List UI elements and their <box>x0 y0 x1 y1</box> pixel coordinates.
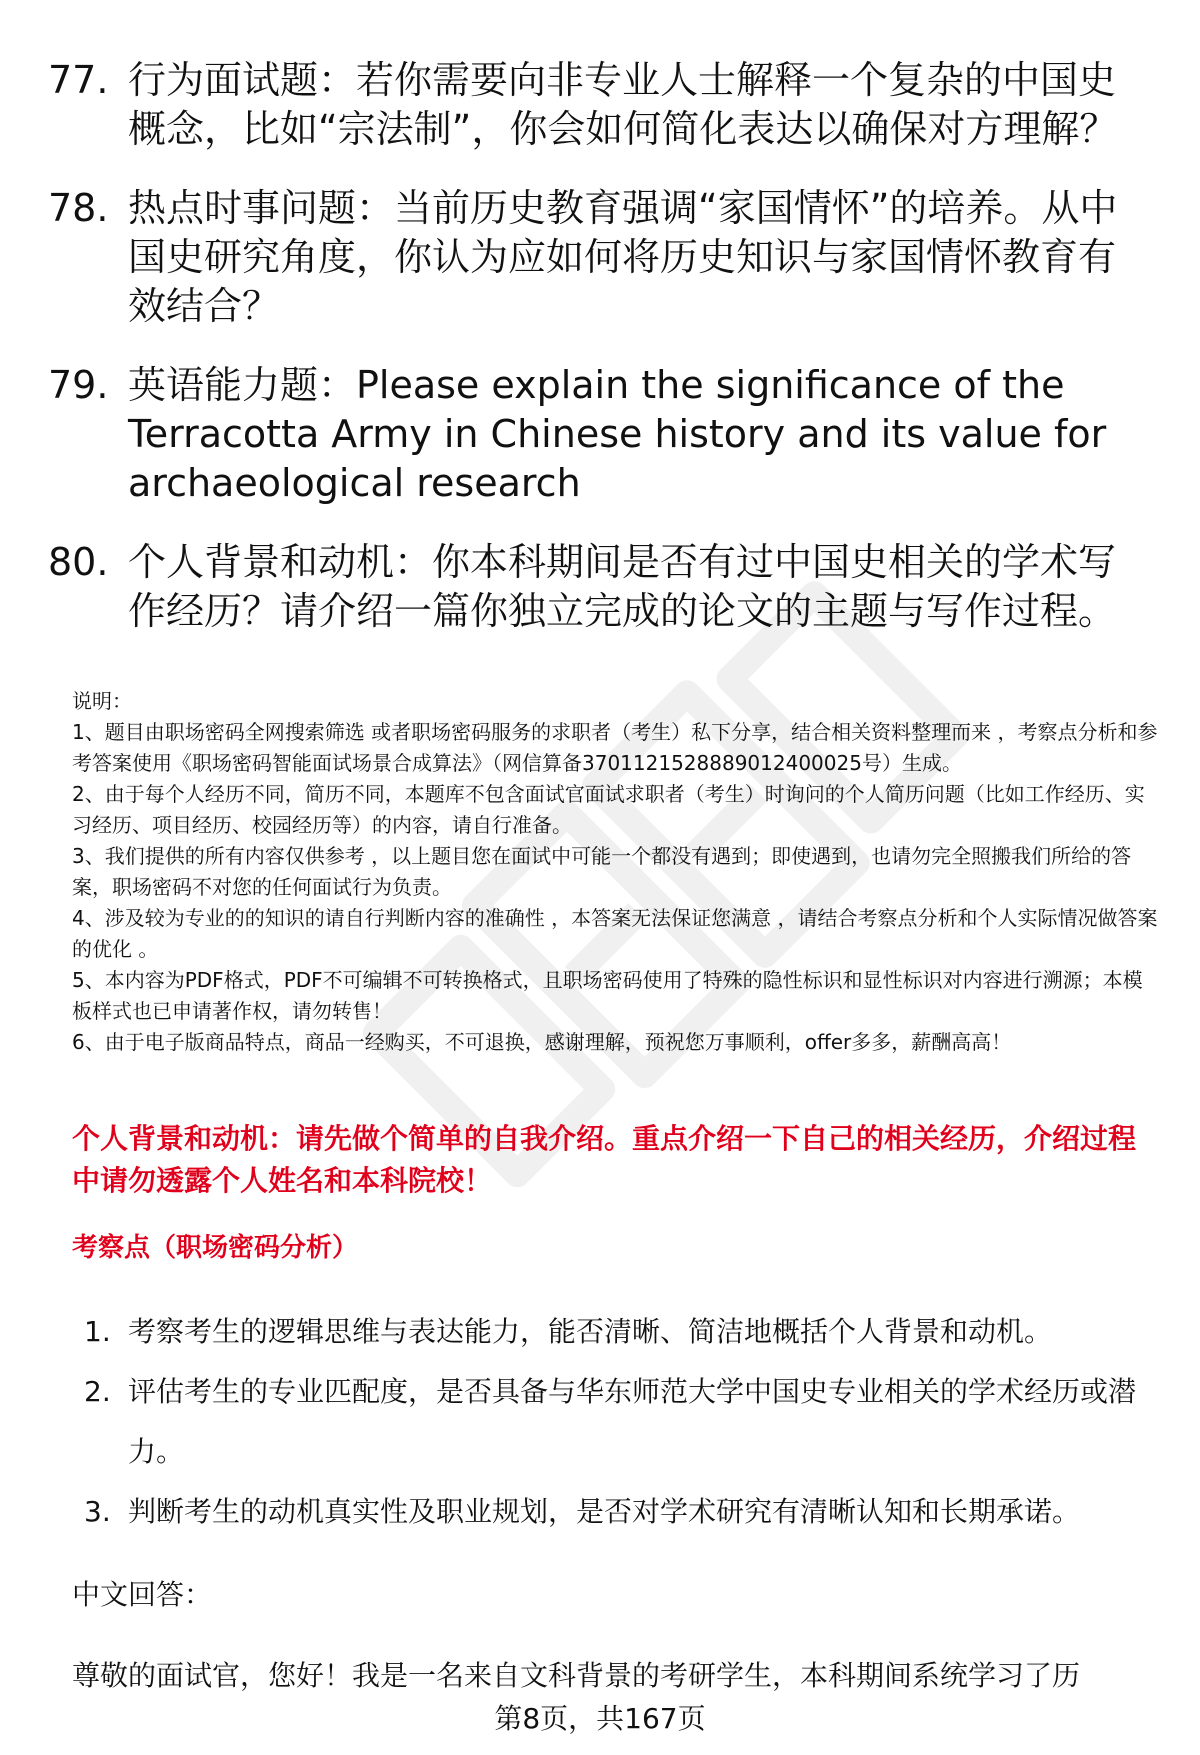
question-text: 英语能力题：Please explain the significance of the Terracotta Army in Chinese history and its value for archaeological research <box>128 363 1107 505</box>
point-text: 判断考生的动机真实性及职业规划，是否对学术研究有清晰认知和长期承诺。 <box>128 1495 1081 1528</box>
answer-label: 中文回答： <box>72 1578 213 1611</box>
point-number: 1. <box>84 1315 111 1348</box>
note-item: 6、由于电子版商品特点，商品一经购买，不可退换，感谢理解，预祝您万事顺利，offer多多，薪酬高高！ <box>72 1030 1012 1054</box>
page-number: 第8页，共167页 <box>494 1702 706 1735</box>
question-item <box>48 56 1158 154</box>
assessment-points <box>84 1302 1164 1542</box>
list-item <box>84 1482 1164 1542</box>
question-number: 77. <box>48 58 109 102</box>
question-item <box>48 184 1158 331</box>
section-subheading: 考察点（职场密码分析） <box>72 1233 359 1263</box>
list-item <box>84 1362 1164 1482</box>
question-text: 热点时事问题：当前历史教育强调“家国情怀”的培养。从中国史研究角度，你认为应如何将历史知识与家国情怀教育有效结合？ <box>128 186 1118 328</box>
question-text: 个人背景和动机：你本科期间是否有过中国史相关的学术写作经历？请介绍一篇你独立完成的论文的主题与写作过程。 <box>128 540 1117 633</box>
note-item: 1、题目由职场密码全网搜索筛选 或者职场密码服务的求职者（考生）私下分享，结合相关资料整理而来 ，考察点分析和参考答案使用《职场密码智能面试场景合成算法》（网信算备3701121528889012400025号）生成。 <box>72 720 1158 775</box>
notes-title: 说明： <box>72 689 132 713</box>
answer-text: 尊敬的面试官，您好！我是一名来自文科背景的考研学生，本科期间系统学习了历 <box>72 1659 1081 1692</box>
point-number: 2. <box>84 1375 111 1408</box>
point-text: 考察考生的逻辑思维与表达能力，能否清晰、简洁地概括个人背景和动机。 <box>128 1315 1053 1348</box>
point-number: 3. <box>84 1495 111 1528</box>
question-list <box>48 56 1158 666</box>
list-item <box>84 1302 1164 1362</box>
question-number: 78. <box>48 186 109 230</box>
question-item <box>48 538 1158 636</box>
note-item: 2、由于每个人经历不同，简历不同，本题库不包含面试官面试求职者（考生）时询问的个人简历问题（比如工作经历、实习经历、项目经历、校园经历等）的内容，请自行准备。 <box>72 782 1145 837</box>
note-item: 5、本内容为PDF格式，PDF不可编辑不可转换格式，且职场密码使用了特殊的隐性标识和显性标识对内容进行溯源；本模板样式也已申请著作权，请勿转售！ <box>72 968 1143 1023</box>
note-item: 3、我们提供的所有内容仅供参考 ，以上题目您在面试中可能一个都没有遇到；即使遇到，也请勿完全照搬我们所给的答案，职场密码不对您的任何面试行为负责。 <box>72 844 1132 899</box>
note-item: 4、涉及较为专业的的知识的请自行判断内容的准确性 ，本答案无法保证您满意 ，请结合考察点分析和个人实际情况做答案的优化 。 <box>72 906 1158 961</box>
notes-block <box>72 686 1162 1058</box>
point-text: 评估考生的专业匹配度，是否具备与华东师范大学中国史专业相关的学术经历或潜力。 <box>128 1375 1137 1468</box>
section-heading: 个人背景和动机：请先做个简单的自我介绍。重点介绍一下自己的相关经历，介绍过程中请勿透露个人姓名和本科院校！ <box>72 1122 1137 1197</box>
question-number: 80. <box>48 540 109 584</box>
question-item <box>48 361 1158 508</box>
question-number: 79. <box>48 363 109 407</box>
question-text: 行为面试题：若你需要向非专业人士解释一个复杂的中国史概念，比如“宗法制”，你会如何简化表达以确保对方理解？ <box>128 58 1118 151</box>
